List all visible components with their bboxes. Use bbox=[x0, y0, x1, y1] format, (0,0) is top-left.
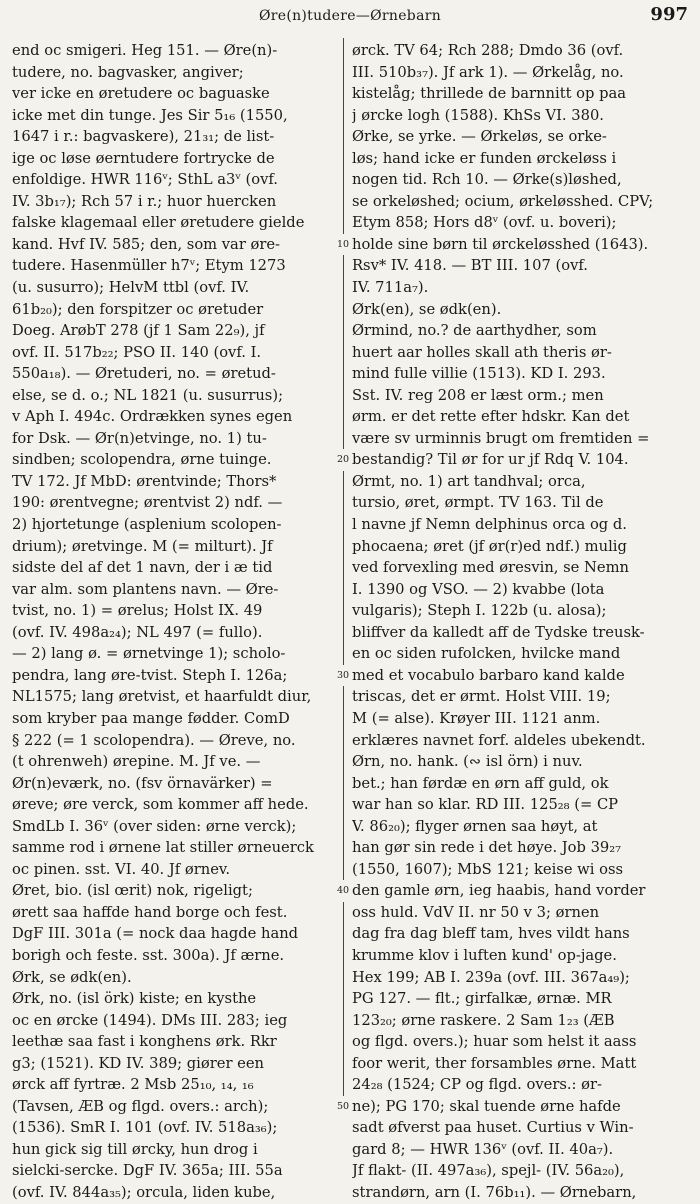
text-line: oc en ørcke (1494). DMs III. 283; ieg bbox=[12, 1011, 288, 1029]
text-line: leethæ saa fast i konghens ørk. Rkr bbox=[12, 1033, 277, 1051]
text-line: krumme klov i luften kund' op-jage. bbox=[352, 946, 617, 964]
text-line: holde sine børn til ørckeløsshed (1643). bbox=[352, 235, 649, 253]
text-line: PG 127. — flt.; girfalkæ, ørnæ. MR bbox=[352, 990, 612, 1008]
line-number: 10 bbox=[334, 234, 352, 256]
text-line: tvist, no. 1) = ørelus; Holst IX. 49 bbox=[12, 602, 263, 620]
text-line: bestandig? Til ør for ur jf Rdq V. 104. bbox=[352, 451, 629, 469]
text-line: IV. 3b₁₇); Rch 57 i r.; huor huercken bbox=[12, 192, 277, 210]
text-line: ne); PG 170; skal tuende ørne hafde bbox=[352, 1097, 621, 1115]
text-line: bet.; han førdæ en ørn aff guld, ok bbox=[352, 774, 609, 792]
text-line: DgF III. 301a (= nock daa hagde hand bbox=[12, 925, 299, 943]
text-line: Ør(n)eværk, no. (fsv örnavärker) = bbox=[12, 774, 273, 792]
text-line: oss huld. VdV II. nr 50 v 3; ørnen bbox=[352, 903, 600, 921]
text-line: III. 510b₃₇). Jf ark 1). — Ørkelåg, no. bbox=[352, 63, 624, 81]
text-line: vulgaris); Steph I. 122b (u. alosa); bbox=[352, 602, 607, 620]
text-line: falske klagemaal eller øretudere gielde bbox=[12, 214, 305, 232]
text-line: Rsv* IV. 418. — BT III. 107 (ovf. bbox=[352, 257, 588, 275]
text-line: Øret, bio. (isl œrit) nok, rigeligt; bbox=[12, 882, 253, 900]
text-line: (Tavsen, ÆB og flgd. overs.: arch); bbox=[12, 1097, 269, 1115]
text-line: øreve; øre verck, som kommer aff hede. bbox=[12, 796, 309, 814]
text-line: Ørk, no. (isl örk) kiste; en kysthe bbox=[12, 990, 257, 1008]
text-line: I. 1390 og VSO. — 2) kvabbe (lota bbox=[352, 580, 605, 598]
text-line: (1536). SmR I. 101 (ovf. IV. 518a₃₆); bbox=[12, 1119, 278, 1137]
text-line: 24₂₈ (1524; CP og flgd. overs.: ør- bbox=[352, 1076, 603, 1094]
text-line: ver icke en øretudere oc baguaske bbox=[12, 85, 270, 103]
text-line: tursio, øret, ørmpt. TV 163. Til de bbox=[352, 494, 604, 512]
text-line: ørett saa haffde hand borge och fest. bbox=[12, 903, 288, 921]
line-number: 20 bbox=[334, 449, 352, 471]
text-line: pendra, lang øre-tvist. Steph I. 126a; bbox=[12, 666, 288, 684]
text-line: M (= alse). Krøyer III. 1121 anm. bbox=[352, 709, 601, 727]
text-line: Ørmind, no.? de aarthydher, som bbox=[352, 322, 597, 340]
line-number: 50 bbox=[334, 1096, 352, 1118]
text-line: se orkeløshed; ocium, ørkeløsshed. CPV; bbox=[352, 192, 654, 210]
text-line: foor werit, ther forsambles ørne. Matt bbox=[352, 1054, 637, 1072]
right-column bbox=[352, 40, 688, 1204]
text-line: løs; hand icke er funden ørckeløss i bbox=[352, 149, 617, 167]
text-line: ørck aff fyrtræ. 2 Msb 25₁₀, ₁₄, ₁₆ bbox=[12, 1076, 254, 1094]
text-line: war han so klar. RD III. 125₂₈ (= CP bbox=[352, 796, 619, 814]
text-line: sielcki-sercke. DgF IV. 365a; III. 55a bbox=[12, 1162, 283, 1180]
text-line: (t ohrenweh) ørepine. M. Jf ve. — bbox=[12, 753, 261, 771]
text-line: Ørk, se ødk(en). bbox=[12, 968, 132, 986]
text-line: (u. susurro); HelvM ttbl (ovf. IV. bbox=[12, 279, 250, 297]
text-line: (ovf. IV. 844a₃₅); orcula, liden kube, bbox=[12, 1183, 276, 1201]
text-line: SmdLb I. 36ᵛ (over siden: ørne verck); bbox=[12, 817, 297, 835]
text-line: han gør sin rede i det høye. Job 39₂₇ bbox=[352, 839, 622, 857]
text-line: nogen tid. Rch 10. — Ørke(s)løshed, bbox=[352, 171, 622, 189]
text-line: g3; (1521). KD IV. 389; giører een bbox=[12, 1054, 264, 1072]
text-line: icke met din tunge. Jes Sir 5₁₆ (1550, bbox=[12, 106, 288, 124]
text-line: Ørk(en), se ødk(en). bbox=[352, 300, 502, 318]
text-line: hun gick sig till ørcky, hun drog i bbox=[12, 1140, 258, 1158]
text-line: ovf. II. 517b₂₂; PSO II. 140 (ovf. I. bbox=[12, 343, 262, 361]
text-line: TV 172. Jf MbD: ørentvinde; Thors* bbox=[12, 472, 277, 490]
text-line: end oc smigeri. Heg 151. — Øre(n)- bbox=[12, 42, 278, 59]
text-line: tudere, no. bagvasker, angiver; bbox=[12, 63, 244, 81]
text-line: (ovf. IV. 498a₂₄); NL 497 (= fullo). bbox=[12, 623, 263, 641]
text-line: IV. 711a₇). bbox=[352, 279, 429, 297]
text-line: borigh och feste. sst. 300a). Jf ærne. bbox=[12, 946, 285, 964]
text-line: tudere. Hasenmüller h7ᵛ; Etym 1273 bbox=[12, 257, 286, 275]
text-line: være sv urminnis brugt om fremtiden = bbox=[352, 429, 650, 447]
text-line: else, se d. o.; NL 1821 (u. susurrus); bbox=[12, 386, 284, 404]
text-line: som kryber paa mange fødder. ComD bbox=[12, 709, 290, 727]
text-line: den gamle ørn, ieg haabis, hand vorder bbox=[352, 882, 646, 900]
text-line: § 222 (= 1 scolopendra). — Øreve, no. bbox=[12, 731, 296, 749]
text-line: ørck. TV 64; Rch 288; Dmdo 36 (ovf. bbox=[352, 42, 624, 59]
text-line: ørm. er det rette efter hdskr. Kan det bbox=[352, 408, 630, 426]
text-line: huert aar holles skall ath theris ør- bbox=[352, 343, 612, 361]
text-line: Etym 858; Hors d8ᵛ (ovf. u. boveri); bbox=[352, 214, 617, 232]
text-line: mind fulle villie (1513). KD I. 293. bbox=[352, 365, 606, 383]
text-line: oc pinen. sst. VI. 40. Jf ørnev. bbox=[12, 860, 231, 878]
text-line: var alm. som plantens navn. — Øre- bbox=[12, 580, 279, 598]
text-line: l navne jf Nemn delphinus orca og d. bbox=[352, 516, 627, 534]
text-line: NL1575; lang øretvist, et haarfuldt diur, bbox=[12, 688, 312, 706]
text-line: 1647 i r.: bagvaskere), 21₃₁; de list- bbox=[12, 128, 275, 146]
text-line: ved forvexling med øresvin, se Nemn bbox=[352, 559, 629, 577]
text-line: triscas, det er ørmt. Holst VIII. 19; bbox=[352, 688, 611, 706]
text-line: kistelåg; thrillede de barnnitt op paa bbox=[352, 85, 626, 103]
text-line: ige oc løse øerntudere fortrycke de bbox=[12, 149, 275, 167]
text-line: (1550, 1607); MbS 121; keise wi oss bbox=[352, 860, 624, 878]
text-line: Ørn, no. hank. (∾ isl örn) i nuv. bbox=[352, 753, 583, 771]
text-line: samme rod i ørnene lat stiller ørneuerck bbox=[12, 839, 314, 857]
left-column bbox=[12, 40, 334, 1204]
text-line: sadt øfverst paa huset. Curtius v Win- bbox=[352, 1119, 634, 1137]
running-head: Øre(n)tudere—Ørnebarn bbox=[258, 8, 442, 24]
column-rule bbox=[343, 38, 344, 1098]
text-line: Sst. IV. reg 208 er læst orm.; men bbox=[352, 386, 604, 404]
text-line: 190: ørentvegne; ørentvist 2) ndf. — bbox=[12, 494, 283, 512]
text-line: V. 86₂₀); flyger ørnen saa høyt, at bbox=[352, 817, 598, 835]
text-line: Ørmt, no. 1) art tandhval; orca, bbox=[352, 472, 586, 490]
text-line: — 2) lang ø. = ørnetvinge 1); scholo- bbox=[12, 645, 286, 663]
text-line: 61b₂₀); den forspitzer oc øretuder bbox=[12, 300, 264, 318]
page-header bbox=[0, 0, 700, 32]
text-line: j ørcke logh (1588). KhSs VI. 380. bbox=[352, 106, 604, 124]
line-number: 40 bbox=[334, 880, 352, 902]
text-line: Jf flakt- (II. 497a₃₆), spejl- (IV. 56a₂₀), bbox=[352, 1162, 625, 1180]
text-line: kand. Hvf IV. 585; den, som var øre- bbox=[12, 235, 281, 253]
text-line: sidste del af det 1 navn, der i æ tid bbox=[12, 559, 273, 577]
text-line: Doeg. ArøbT 278 (jf 1 Sam 22₉), jf bbox=[12, 322, 265, 340]
text-line: strandørn, arn (I. 76b₁₁). — Ørnebarn, bbox=[352, 1183, 637, 1201]
text-line: og flgd. overs.); huar som helst it aass bbox=[352, 1033, 637, 1051]
text-line: enfoldige. HWR 116ᵛ; SthL a3ᵛ (ovf. bbox=[12, 171, 278, 189]
line-number: 30 bbox=[334, 665, 352, 687]
page-number: 997 bbox=[650, 4, 688, 25]
text-line: erklæres navnet forf. aldeles ubekendt. bbox=[352, 731, 646, 749]
text-line: bliffver da kalledt aff de Tydske treusk- bbox=[352, 623, 645, 641]
text-line: Hex 199; AB I. 239a (ovf. III. 367a₄₉); bbox=[352, 968, 630, 986]
text-line: v Aph I. 494c. Ordrækken synes egen bbox=[12, 408, 293, 426]
text-line: phocaena; øret (jf ør(r)ed ndf.) mulig bbox=[352, 537, 627, 555]
text-line: 550a₁₈). — Øretuderi, no. = øretud- bbox=[12, 365, 276, 383]
text-line: drium); øretvinge. M (= milturt). Jf bbox=[12, 537, 273, 555]
text-line: dag fra dag bleff tam, hves vildt hans bbox=[352, 925, 630, 943]
text-line: for Dsk. — Ør(n)etvinge, no. 1) tu- bbox=[12, 429, 267, 447]
text-line: Ørke, se yrke. — Ørkeløs, se orke- bbox=[352, 128, 607, 146]
text-line: 123₂₀; ørne raskere. 2 Sam 1₂₃ (ÆB bbox=[352, 1011, 615, 1029]
text-line: gard 8; — HWR 136ᵛ (ovf. II. 40a₇). bbox=[352, 1140, 614, 1158]
text-line: en oc siden rufolcken, hvilcke mand bbox=[352, 645, 621, 663]
text-line: 2) hjortetunge (asplenium scolopen- bbox=[12, 516, 282, 534]
text-line: sindben; scolopendra, ørne tuinge. bbox=[12, 451, 272, 469]
text-line: med et vocabulo barbaro kand kalde bbox=[352, 666, 625, 684]
